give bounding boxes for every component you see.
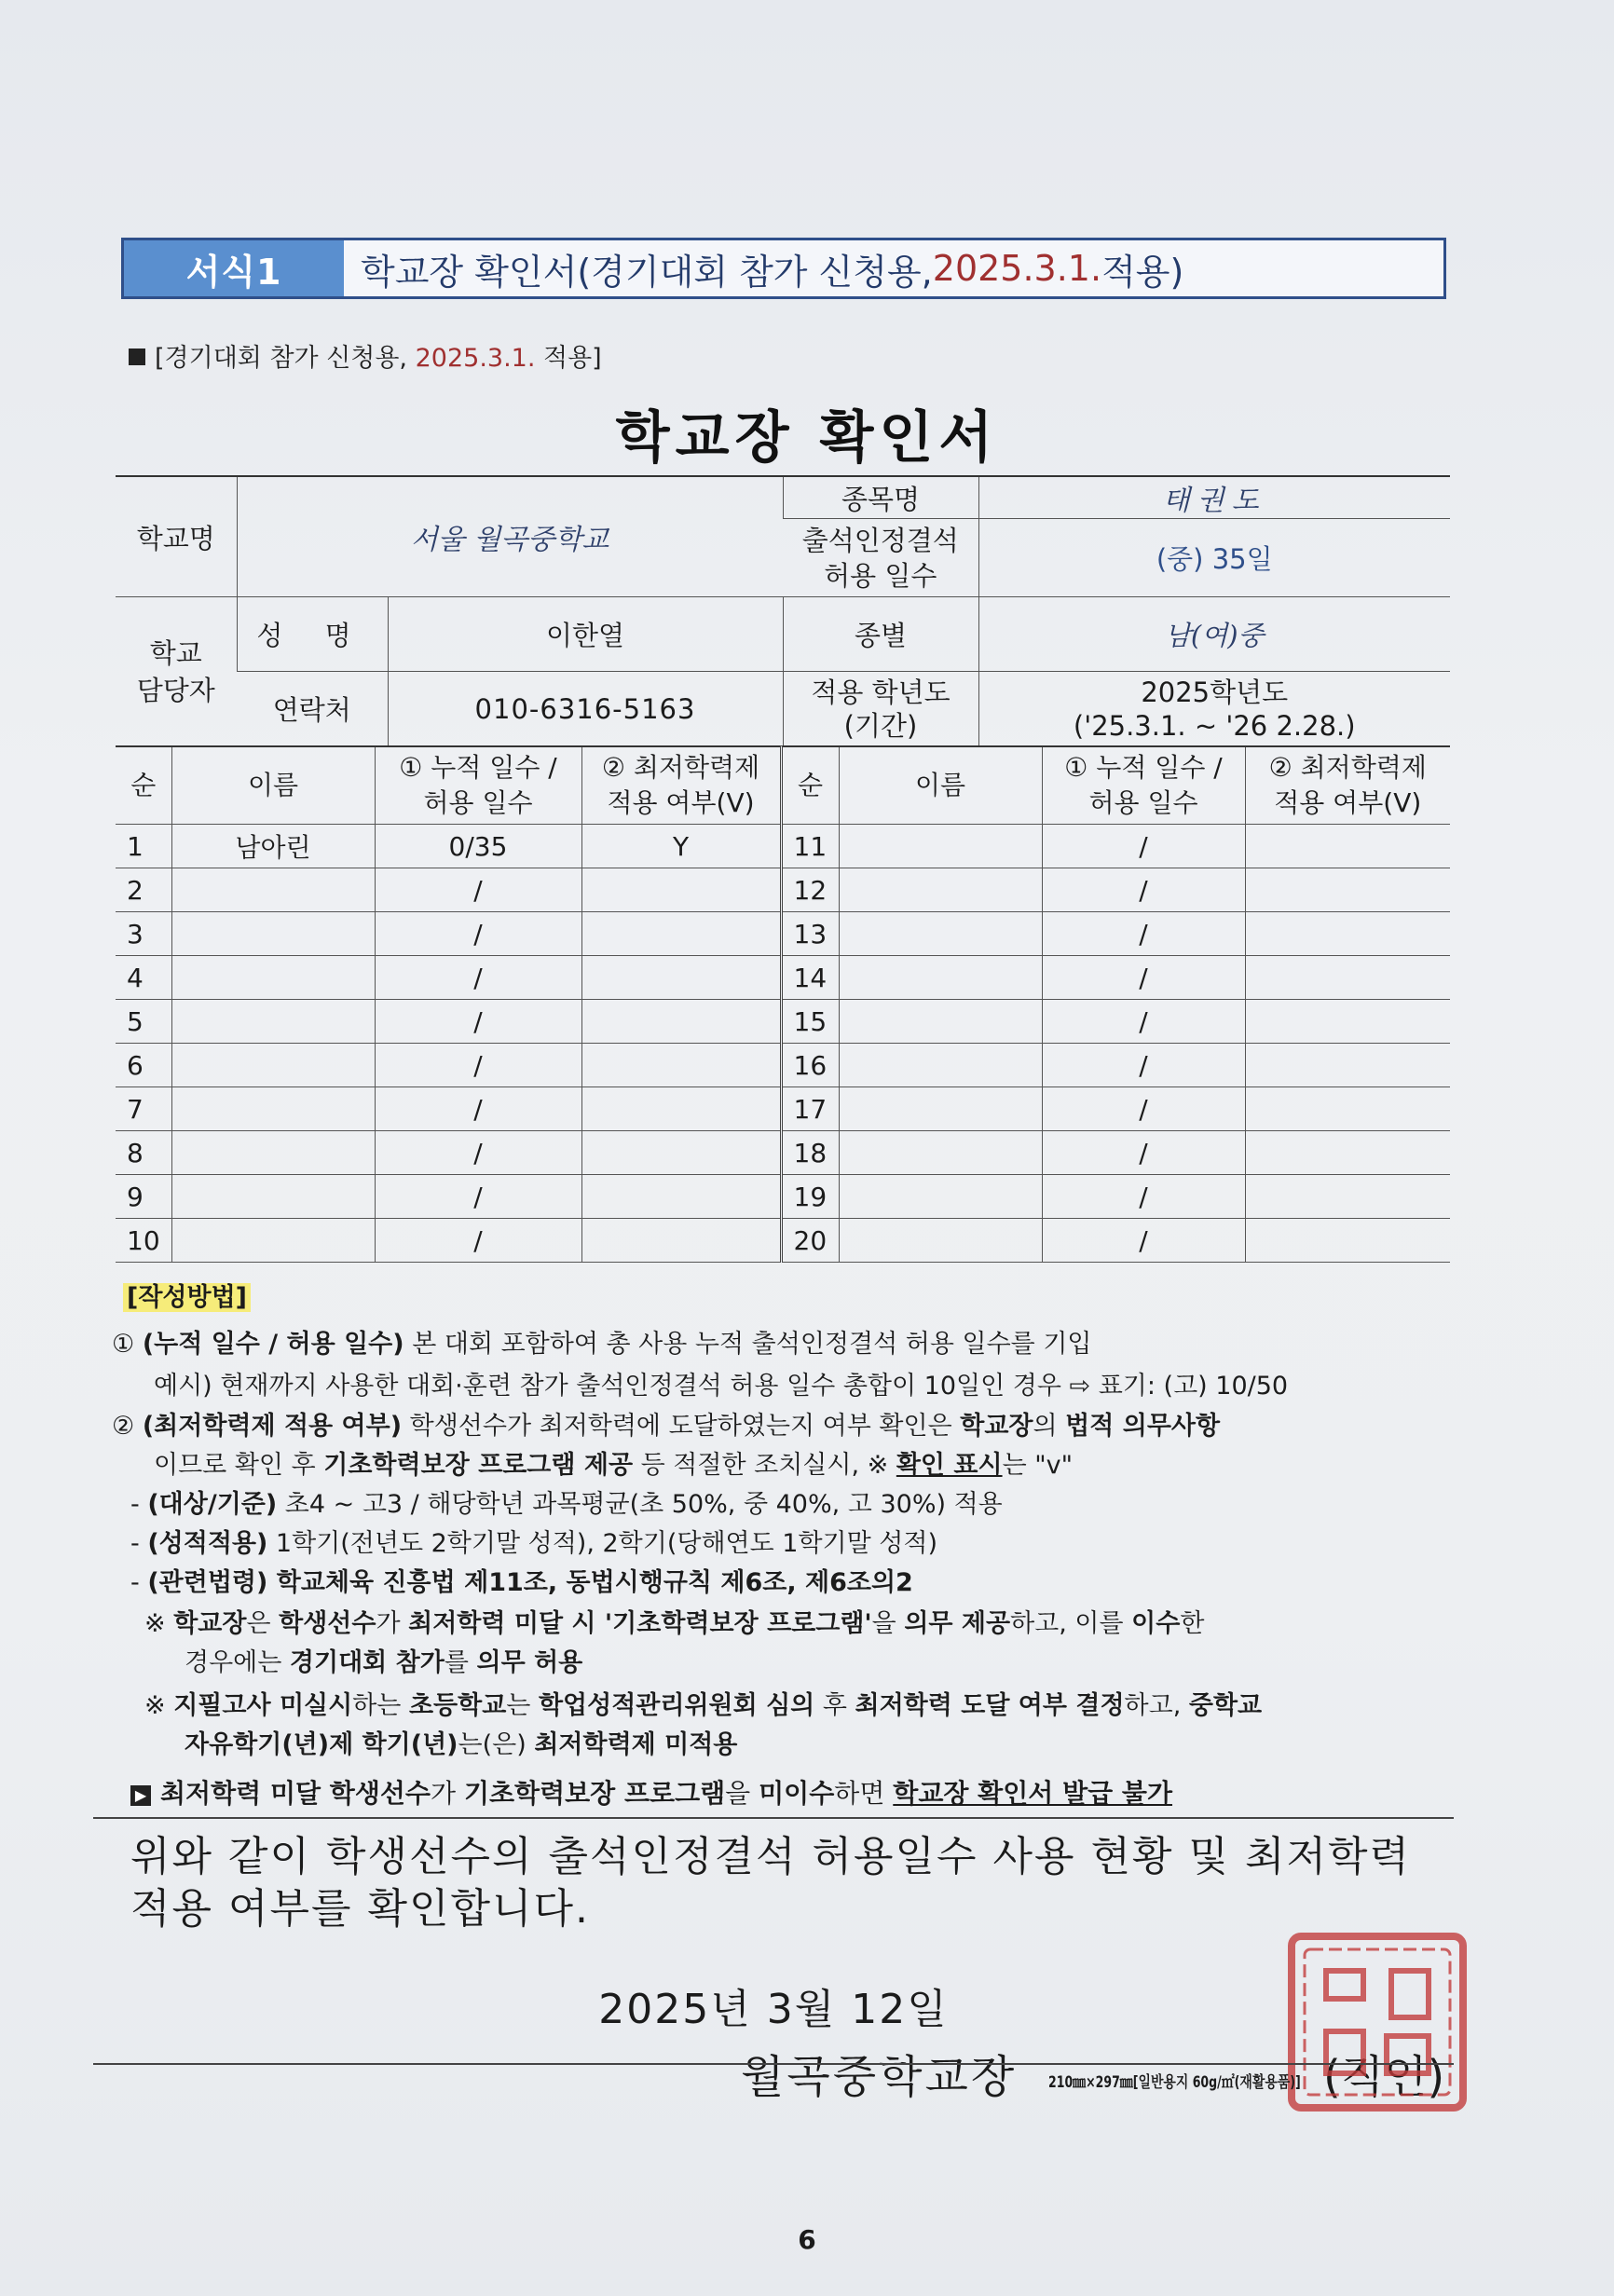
- dash1-bold: (대상/기준): [147, 1490, 278, 1519]
- row-no: 11: [781, 825, 839, 868]
- method-item-1-example: 예시) 현재까지 사용한 대회·훈련 참가 출석인정결석 허용 일수 총합이 10일인 경우 ⇨ 표기: (고) 10/50: [154, 1372, 1289, 1401]
- year-label-line1: 적용 학년도: [811, 676, 951, 708]
- row-name: [839, 825, 1042, 868]
- year-label-line2: (기간): [843, 709, 918, 742]
- note1-b2: 학생선수: [279, 1609, 376, 1638]
- allowed-days-label-line1: 출석인정결석: [801, 524, 959, 556]
- method-item-2: [112, 1405, 1472, 1442]
- note1-b4: 의무 제공: [904, 1609, 1011, 1638]
- notice-b3: 미이수: [759, 1778, 835, 1809]
- item1-text: 본 대회 포함하여 총 사용 누적 출석인정결석 허용 일수를 기입: [404, 1330, 1092, 1359]
- item2-b2: 법적 의무사항: [1065, 1412, 1221, 1441]
- row-name: [171, 1000, 375, 1044]
- row-applied: [581, 956, 781, 1000]
- table-row: [116, 1131, 1450, 1175]
- row-no: 1: [116, 825, 171, 868]
- method-dash-2: - (성적적용) 1학기(전년도 2학기말 성적), 2학기(당해연도 1학기말 성적): [130, 1529, 937, 1558]
- table-row: [116, 956, 1450, 1000]
- note1-b5: 이수: [1131, 1609, 1181, 1638]
- type-value: 남(여)중: [978, 597, 1450, 672]
- header-applied-right-line2: 적용 여부(V): [1274, 787, 1422, 818]
- form-tag: 서식1: [124, 240, 344, 296]
- row-no: 2: [116, 868, 171, 912]
- principal-title: 월곡중학교장: [741, 2051, 1018, 2103]
- note1-line2-b: 경기대회 참가: [289, 1648, 445, 1677]
- method-note-1-line2: [185, 1642, 1545, 1678]
- method-note-1: ※ 학교장은 학생선수가 최저학력 미달 시 '기초학력보장 프로그램'을 의무 제공하고, 이를 이수한: [144, 1609, 1205, 1638]
- header-no-right: 순: [781, 746, 839, 825]
- athlete-roster-table: [116, 745, 1450, 1263]
- row-name: [171, 1131, 375, 1175]
- note1-t4: 하고, 이를: [1010, 1609, 1132, 1638]
- method-note-2-line2: [185, 1724, 1545, 1760]
- note2-t2: 는: [506, 1691, 539, 1720]
- header-applied-line2: 적용 여부(V): [607, 787, 755, 818]
- row-no: 13: [781, 912, 839, 956]
- row-name: [839, 1087, 1042, 1131]
- note2-line2-b: 는(은): [458, 1730, 535, 1759]
- row-name: [171, 1219, 375, 1263]
- row-no: 20: [781, 1219, 839, 1263]
- row-days: /: [375, 1044, 581, 1087]
- row-days: /: [375, 956, 581, 1000]
- table-row: [116, 1175, 1450, 1219]
- row-no: 8: [116, 1131, 171, 1175]
- table-row: [116, 912, 1450, 956]
- note2-b2: 초등학교: [408, 1691, 507, 1720]
- row-no: 14: [781, 956, 839, 1000]
- row-applied: [1245, 912, 1450, 956]
- school-name-value: 서울 월곡중학교: [237, 476, 783, 597]
- method-heading-line: [112, 1277, 1472, 1313]
- contact-label: [116, 597, 237, 746]
- header-name: 이름: [171, 746, 375, 825]
- table-row: [116, 1044, 1450, 1087]
- header-no: 순: [116, 746, 171, 825]
- row-applied: [1245, 1131, 1450, 1175]
- notice-t1: 가: [430, 1778, 464, 1809]
- row-days: /: [375, 1219, 581, 1263]
- table-row: [116, 868, 1450, 912]
- header-days-right-line1: ① 누적 일수 /: [1064, 752, 1223, 783]
- header-applied: [581, 746, 781, 825]
- sub-label: [129, 337, 602, 374]
- item2-line2-c: 는 "v": [1002, 1451, 1074, 1480]
- row-name: [839, 1131, 1042, 1175]
- row-no: 9: [116, 1175, 171, 1219]
- page-number: 6: [798, 2224, 816, 2255]
- contact-label-line2: 담당자: [136, 674, 215, 706]
- row-no: 3: [116, 912, 171, 956]
- document-title: 학교장 확인서: [615, 405, 999, 471]
- row-applied: [1245, 825, 1450, 868]
- notice-b4: 학교장 확인서 발급 불가: [893, 1778, 1173, 1809]
- row-name: [839, 956, 1042, 1000]
- form-header-date: 2025.3.1.: [932, 248, 1102, 289]
- row-name: [839, 912, 1042, 956]
- row-name: 남아린: [171, 825, 375, 868]
- sport-label: 종목명: [783, 476, 978, 519]
- row-no: 10: [116, 1219, 171, 1263]
- year-value-line2: ('25.3.1. ~ '26 2.28.): [1073, 709, 1356, 742]
- method-note-2: ※ 지필고사 미실시하는 초등학교는 학업성적관리위원회 심의 후 최저학력 도달 여부 결정하고, 중학교: [144, 1691, 1263, 1720]
- sub-label-prefix: [경기대회 참가 신청용,: [155, 344, 416, 373]
- row-days: /: [375, 1175, 581, 1219]
- row-no: 16: [781, 1044, 839, 1087]
- row-applied: [1245, 1000, 1450, 1044]
- note1-t3: 을: [871, 1609, 905, 1638]
- sub-label-date: 2025.3.1.: [415, 344, 536, 373]
- form-header: [121, 238, 1446, 299]
- note2-line2-c: 최저학력제 미적용: [534, 1730, 738, 1759]
- bullet-1: ①: [112, 1330, 135, 1359]
- row-no: 4: [116, 956, 171, 1000]
- method-dash-3: - (관련법령) 학교체육 진흥법 제11조, 동법시행규칙 제6조, 제6조의2: [130, 1568, 913, 1597]
- notice-b2: 기초학력보장 프로그램: [463, 1778, 726, 1809]
- note1-b1: 학교장: [173, 1609, 247, 1638]
- row-days: /: [1042, 956, 1245, 1000]
- row-days: /: [1042, 825, 1245, 868]
- note2-line2-a: 자유학기(년)제 학기(년): [185, 1730, 458, 1759]
- contact-label-line1: 학교: [149, 636, 202, 669]
- row-applied: [581, 1087, 781, 1131]
- dash2-bold: (성적적용): [147, 1529, 268, 1558]
- note2-b4: 최저학력 도달 여부 결정: [855, 1691, 1125, 1720]
- row-no: 12: [781, 868, 839, 912]
- row-no: 17: [781, 1087, 839, 1131]
- note2-t4: 하고,: [1124, 1691, 1189, 1720]
- sub-label-suffix: 적용]: [535, 344, 602, 373]
- row-no: 15: [781, 1000, 839, 1044]
- table-row: [116, 1219, 1450, 1263]
- note2-t1: 하는: [352, 1691, 409, 1720]
- header-days-right-line2: 허용 일수: [1088, 787, 1198, 818]
- row-applied: [581, 1131, 781, 1175]
- row-applied: [1245, 1087, 1450, 1131]
- year-value-line1: 2025학년도: [1141, 676, 1289, 708]
- row-name: [839, 868, 1042, 912]
- row-name: [839, 1000, 1042, 1044]
- method-dash-1: - (대상/기준) 초4 ~ 고3 / 해당학년 과목평균(초 50%, 중 40%, 고 30%) 적용: [130, 1490, 1003, 1519]
- form-header-title-prefix: 학교장 확인서(경기대회 참가 신청용,: [361, 251, 933, 293]
- roster-header-row: [116, 746, 1450, 825]
- method-item-2-line2: [154, 1444, 1514, 1481]
- row-applied: Y: [581, 825, 781, 868]
- row-applied: [581, 1219, 781, 1263]
- note1-line2-d: 의무 허용: [476, 1648, 583, 1677]
- paper-spec: 210㎜×297㎜[일반용지 60g/㎡(재활용품)]: [1048, 2073, 1301, 2092]
- row-days: 0/35: [375, 825, 581, 868]
- item2-text-b: 의: [1033, 1412, 1066, 1441]
- row-days: /: [375, 1000, 581, 1044]
- square-bullet-icon: [129, 348, 145, 365]
- phone-label: 연락처: [237, 672, 388, 746]
- row-applied: [581, 868, 781, 912]
- header-applied-right-line1: ② 최저학력제: [1268, 752, 1427, 783]
- note2-b3: 학업성적관리위원회 심의: [538, 1691, 815, 1720]
- row-applied: [581, 1044, 781, 1087]
- sport-value: 태권도: [978, 476, 1450, 519]
- confirmation-statement: 위와 같이 학생선수의 출석인정결석 허용일수 사용 현황 및 최저학력 적용 여부를 확인합니다.: [130, 1833, 1411, 1933]
- row-applied: [1245, 1044, 1450, 1087]
- notice-line: [130, 1773, 1172, 1811]
- row-applied: [581, 1175, 781, 1219]
- row-no: 7: [116, 1087, 171, 1131]
- note1-t1: 은: [246, 1609, 280, 1638]
- row-days: /: [1042, 1000, 1245, 1044]
- year-value: [978, 672, 1450, 746]
- row-name: [839, 1175, 1042, 1219]
- notice-b1: 최저학력 미달 학생선수: [160, 1778, 431, 1809]
- row-no: 5: [116, 1000, 171, 1044]
- contact-name-label: 성 명: [237, 597, 388, 672]
- item1-bold: (누적 일수 / 허용 일수): [142, 1330, 404, 1359]
- item2-line2-b: 등 적절한 조치실시, ※: [633, 1451, 896, 1480]
- dash2-text: 1학기(전년도 2학기말 성적), 2학기(당해연도 1학기말 성적): [267, 1529, 937, 1558]
- row-name: [839, 1219, 1042, 1263]
- row-name: [171, 1044, 375, 1087]
- note2-b5: 중학교: [1188, 1691, 1263, 1720]
- row-applied: [1245, 956, 1450, 1000]
- divider: [93, 1817, 1454, 1819]
- row-name: [839, 1044, 1042, 1087]
- phone-value: 010-6316-5163: [388, 672, 783, 746]
- row-days: /: [1042, 1087, 1245, 1131]
- row-name: [171, 1175, 375, 1219]
- notice-t2: 을: [725, 1778, 759, 1809]
- note2-b1: 지필고사 미실시: [173, 1691, 353, 1720]
- year-label: [783, 672, 978, 746]
- row-days: /: [1042, 868, 1245, 912]
- seal-label: (직인): [1323, 2051, 1445, 2103]
- row-days: /: [375, 912, 581, 956]
- row-no: 19: [781, 1175, 839, 1219]
- dash3-bold: (관련법령) 학교체육 진흥법 제11조, 동법시행규칙 제6조, 제6조의2: [147, 1568, 913, 1597]
- official-seal-stamp: [1284, 1929, 1470, 2115]
- item2-b1: 학교장: [960, 1412, 1033, 1441]
- note1-line2-a: 경우에는: [185, 1648, 290, 1677]
- row-days: /: [1042, 1175, 1245, 1219]
- allowed-days-label-line2: 허용 일수: [824, 559, 937, 592]
- row-days: /: [375, 868, 581, 912]
- note1-t2: 가: [376, 1609, 409, 1638]
- header-days: [375, 746, 581, 825]
- bullet-2: ②: [112, 1412, 135, 1441]
- row-days: /: [1042, 1131, 1245, 1175]
- row-name: [171, 868, 375, 912]
- info-table: [116, 475, 1450, 746]
- allowed-days-label: [783, 519, 978, 597]
- header-days-line2: 허용 일수: [423, 787, 533, 818]
- type-label: 종별: [783, 597, 978, 672]
- row-applied: [581, 912, 781, 956]
- header-days-right: [1042, 746, 1245, 825]
- note1-line2-c: 를: [444, 1648, 477, 1677]
- row-no: 18: [781, 1131, 839, 1175]
- note1-b3: 최저학력 미달 시 '기초학력보장 프로그램': [408, 1609, 872, 1638]
- contact-name-value: 이한열: [388, 597, 783, 672]
- item2-b4: 확인 표시: [896, 1451, 1003, 1480]
- form-header-title-suffix: 적용): [1101, 251, 1184, 293]
- method-item-1: [112, 1323, 1472, 1360]
- row-no: 6: [116, 1044, 171, 1087]
- row-applied: [1245, 868, 1450, 912]
- header-name-right: 이름: [839, 746, 1042, 825]
- allowed-days-value: (중) 35일: [978, 519, 1450, 597]
- row-applied: [1245, 1219, 1450, 1263]
- note1-t5: 한: [1180, 1609, 1205, 1638]
- table-row: [116, 1087, 1450, 1131]
- row-days: /: [1042, 912, 1245, 956]
- row-applied: [1245, 1175, 1450, 1219]
- header-days-line1: ① 누적 일수 /: [399, 752, 557, 783]
- table-row: [116, 825, 1450, 868]
- form-header-title: [361, 240, 1183, 296]
- table-row: [116, 1000, 1450, 1044]
- row-name: [171, 956, 375, 1000]
- row-days: /: [375, 1087, 581, 1131]
- header-applied-line1: ② 최저학력제: [601, 752, 760, 783]
- item2-line2-a: 이므로 확인 후: [154, 1451, 324, 1480]
- row-name: [171, 912, 375, 956]
- item2-text-a: 학생선수가 최저학력에 도달하였는지 여부 확인은: [402, 1412, 961, 1441]
- dash1-text: 초4 ~ 고3 / 해당학년 과목평균(초 50%, 중 40%, 고 30%) 적용: [277, 1490, 1003, 1519]
- issue-date: 2025년 3월 12일: [598, 1986, 949, 2033]
- header-applied-right: [1245, 746, 1450, 825]
- row-applied: [581, 1000, 781, 1044]
- item2-b3: 기초학력보장 프로그램 제공: [323, 1451, 634, 1480]
- bottom-divider: [93, 2063, 1454, 2065]
- notice-t3: 하면: [834, 1778, 894, 1809]
- school-name-label: 학교명: [116, 476, 237, 597]
- arrow-box-icon: ▶: [130, 1785, 151, 1806]
- note2-t3: 후: [814, 1691, 855, 1720]
- item2-bold: (최저학력제 적용 여부): [142, 1412, 403, 1441]
- method-heading: [작성방법]: [123, 1283, 251, 1312]
- row-days: /: [375, 1131, 581, 1175]
- row-days: /: [1042, 1044, 1245, 1087]
- row-days: /: [1042, 1219, 1245, 1263]
- row-name: [171, 1087, 375, 1131]
